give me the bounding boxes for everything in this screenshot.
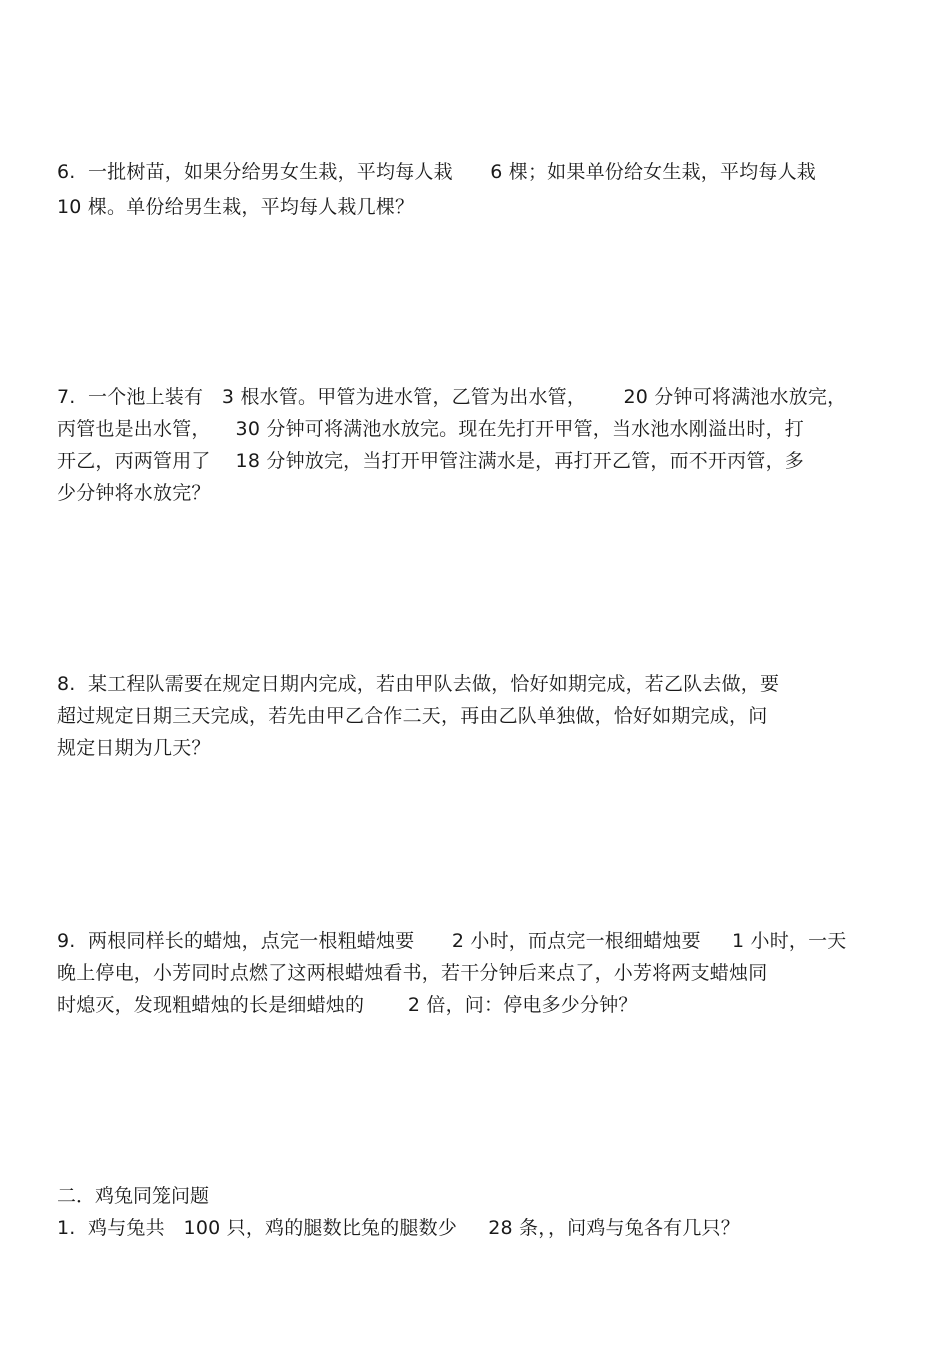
problem-7-line-3: 开乙，丙两管用了 18 分钟放完，当打开甲管注满水是，再打开乙管，而不开丙管，多 (57, 450, 804, 472)
problem-6-line-1: 6. 一批树苗，如果分给男女生栽，平均每人栽 6 棵；如果单份给女生栽，平均每人栽 (57, 161, 816, 183)
problem-6-line-2: 10 棵。单份给男生栽，平均每人栽几棵？ (57, 196, 415, 218)
problem-9-line-3: 时熄灭，发现粗蜡烛的长是细蜡烛的 2 倍，问：停电多少分钟？ (57, 994, 638, 1016)
problem-8-line-1: 8. 某工程队需要在规定日期内完成，若由甲队去做，恰好如期完成，若乙队去做，要 (57, 673, 780, 695)
problem-9-line-1: 9. 两根同样长的蜡烛，点完一根粗蜡烛要 2 小时，而点完一根细蜡烛要 1 小时，一天 (57, 930, 847, 952)
section-2-heading: 二．鸡兔同笼问题 (57, 1185, 210, 1207)
problem-8-line-3: 规定日期为几天？ (57, 737, 211, 759)
problem-7-line-1: 7. 一个池上装有 3 根水管。甲管为进水管，乙管为出水管， 20 分钟可将满池水放完， (57, 386, 847, 408)
problem-9-line-2: 晚上停电，小芳同时点燃了这两根蜡烛看书，若干分钟后来点了，小芳将两支蜡烛同 (57, 962, 768, 984)
problem-7-line-2: 丙管也是出水管， 30 分钟可将满池水放完。现在先打开甲管，当水池水刚溢出时，打 (57, 418, 804, 440)
problem-8-line-2: 超过规定日期三天完成，若先由甲乙合作二天，再由乙队单独做，恰好如期完成，问 (57, 705, 768, 727)
section-2-problem-1-line-1: 1. 鸡与兔共 100 只，鸡的腿数比兔的腿数少 28 条，，问鸡与兔各有几只？ (57, 1217, 740, 1239)
problem-7-line-4: 少分钟将水放完？ (57, 482, 211, 504)
